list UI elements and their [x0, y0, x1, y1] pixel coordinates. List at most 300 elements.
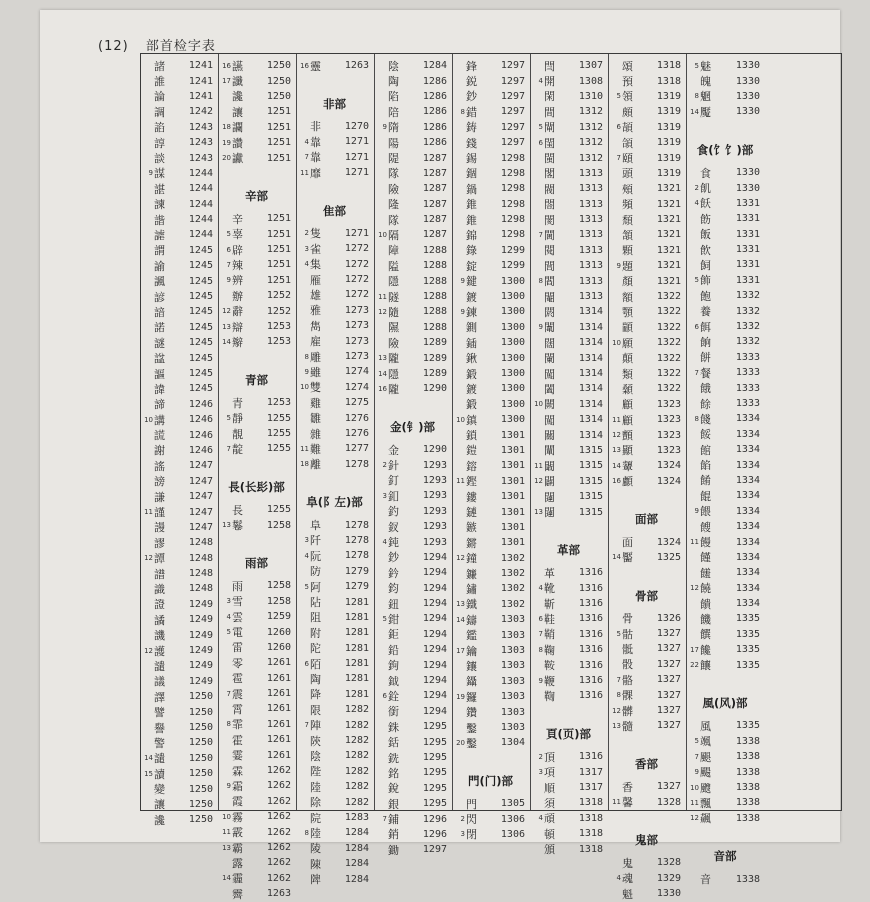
- entry-character-group: [222, 119, 243, 135]
- entry-character-group: [222, 226, 243, 242]
- entry-character-group: [534, 104, 555, 120]
- entry-character-group: [144, 720, 165, 736]
- entry-page-number: 1316: [578, 613, 603, 625]
- entry-page-number: 1321: [656, 275, 681, 287]
- entry-character: 變: [154, 783, 165, 797]
- entry-character: 鈕: [388, 597, 399, 611]
- entry-page-number: 1318: [578, 843, 603, 855]
- index-entry: [219, 778, 296, 793]
- stroke-count: 22: [690, 661, 699, 670]
- index-entry: [375, 197, 452, 212]
- entry-page-number: 1303: [500, 660, 525, 672]
- entry-character: 顱: [622, 475, 633, 489]
- entry-character: 闈: [544, 321, 555, 335]
- entry-character-group: [456, 596, 477, 612]
- stroke-count: 7: [304, 153, 309, 162]
- entry-character: 阜: [310, 519, 321, 533]
- entry-page-number: 1332: [735, 290, 760, 302]
- entry-page-number: 1310: [578, 90, 603, 102]
- entry-character-group: [378, 104, 399, 120]
- index-entry: [687, 165, 765, 180]
- entry-page-number: 1244: [188, 214, 213, 226]
- entry-character-group: [222, 211, 243, 227]
- entry-page-number: 1300: [500, 321, 525, 333]
- entry-character: 譯: [154, 690, 165, 704]
- index-entry: [687, 780, 765, 795]
- entry-page-number: 1313: [578, 291, 603, 303]
- entry-character: 鍍: [466, 382, 477, 396]
- entry-character-group: [456, 273, 477, 289]
- entry-character-group: [612, 703, 633, 719]
- entry-page-number: 1301: [500, 506, 525, 518]
- entry-character: 謳: [154, 367, 165, 381]
- index-entry: [687, 211, 765, 226]
- entry-character-group: [690, 73, 711, 89]
- entry-character: 講: [154, 413, 165, 427]
- entry-character: 闊: [544, 336, 555, 350]
- entry-character-group: [300, 165, 321, 181]
- entry-character-group: [690, 549, 711, 565]
- index-entry: [453, 581, 530, 596]
- entry-character-group: [378, 88, 399, 104]
- entry-character: 雕: [310, 350, 321, 364]
- entry-page-number: 1247: [188, 460, 213, 472]
- index-entry: [453, 258, 530, 273]
- entry-page-number: 1319: [656, 121, 681, 133]
- index-entry: [531, 565, 608, 580]
- entry-character: 陸: [310, 826, 321, 840]
- stroke-count: 9: [460, 277, 465, 286]
- entry-character-group: [534, 412, 555, 428]
- index-entry: [219, 747, 296, 762]
- entry-page-number: 1262: [266, 857, 291, 869]
- index-entry: [219, 624, 296, 639]
- index-entry: [141, 720, 218, 735]
- stroke-count: 10: [690, 783, 699, 792]
- stroke-count: 4: [226, 612, 231, 621]
- entry-character: 陵: [310, 842, 321, 856]
- entry-character-group: [690, 334, 711, 350]
- stroke-count: 10: [456, 415, 465, 424]
- index-entry: [531, 289, 608, 304]
- entry-character: 髁: [622, 689, 633, 703]
- entry-character-group: [144, 366, 165, 382]
- index-column: [141, 54, 219, 827]
- index-entry: [687, 104, 765, 119]
- index-entry: [219, 640, 296, 655]
- entry-character: 閡: [544, 213, 555, 227]
- index-entry: [531, 412, 608, 427]
- index-entry: [453, 350, 530, 365]
- entry-page-number: 1331: [735, 274, 760, 286]
- entry-character-group: [612, 58, 633, 74]
- entry-character: 髓: [622, 719, 633, 733]
- entry-character-group: [222, 150, 243, 166]
- entry-character-group: [144, 104, 165, 120]
- entry-character: 障: [388, 244, 399, 258]
- entry-character: 鈍: [388, 536, 399, 550]
- entry-page-number: 1281: [344, 658, 369, 670]
- index-entry: [219, 73, 296, 88]
- stroke-count: 2: [304, 229, 309, 238]
- entry-character-group: [534, 673, 555, 689]
- entry-page-number: 1242: [188, 106, 213, 118]
- index-entry: [531, 427, 608, 442]
- entry-character-group: [144, 335, 165, 351]
- entry-character: 閉: [466, 828, 477, 842]
- stroke-count: 12: [690, 584, 699, 593]
- entry-character: 闞: [544, 459, 555, 473]
- entry-character-group: [222, 257, 243, 273]
- entry-character: 鈔: [388, 551, 399, 565]
- entry-character-group: [534, 442, 555, 458]
- entry-character-group: [300, 318, 321, 334]
- stroke-count: 9: [382, 123, 387, 132]
- entry-character: 飫: [700, 197, 711, 211]
- entry-page-number: 1306: [500, 813, 525, 825]
- index-entry: [453, 627, 530, 642]
- index-entry: [219, 273, 296, 288]
- index-entry: [141, 812, 218, 827]
- entry-page-number: 1246: [188, 429, 213, 441]
- entry-character-group: [612, 119, 633, 135]
- index-entry: [687, 442, 765, 457]
- stroke-count: 18: [222, 123, 231, 132]
- entry-page-number: 1299: [500, 260, 525, 272]
- entry-page-number: 1260: [266, 626, 291, 638]
- index-entry: [531, 458, 608, 473]
- entry-character: 鈔: [466, 90, 477, 104]
- entry-character-group: [612, 534, 633, 550]
- entry-character-group: [378, 242, 399, 258]
- entry-page-number: 1248: [188, 568, 213, 580]
- entry-character: 雇: [310, 335, 321, 349]
- entry-page-number: 1322: [656, 383, 681, 395]
- stroke-count: 9: [694, 768, 699, 777]
- index-entry: [141, 366, 218, 381]
- entry-character: 譜: [154, 567, 165, 581]
- entry-page-number: 1245: [188, 368, 213, 379]
- entry-page-number: 1245: [188, 275, 213, 287]
- index-entry: [375, 227, 452, 242]
- index-entry: [375, 765, 452, 780]
- entry-page-number: 1313: [578, 244, 603, 256]
- entry-character: 隴: [388, 382, 399, 396]
- entry-character: 音: [700, 873, 711, 887]
- entry-page-number: 1319: [656, 90, 681, 102]
- stroke-count: 20: [456, 738, 465, 747]
- index-entry: [375, 504, 452, 519]
- stroke-count: 13: [612, 721, 621, 730]
- index-entry: [531, 443, 608, 458]
- index-entry: [375, 750, 452, 765]
- index-entry: [687, 350, 765, 365]
- entry-character-group: [534, 88, 555, 104]
- index-entry: [141, 304, 218, 319]
- entry-page-number: 1334: [735, 551, 760, 563]
- entry-character-group: [144, 550, 165, 566]
- entry-character: 針: [388, 459, 399, 473]
- entry-character: 飾: [700, 274, 711, 288]
- index-entry: [297, 610, 374, 625]
- entry-character: 雄: [310, 289, 321, 302]
- index-entry: [453, 474, 530, 489]
- stroke-count: 7: [226, 261, 231, 269]
- entry-character-group: [690, 795, 711, 811]
- entry-page-number: 1334: [735, 459, 760, 471]
- entry-page-number: 1316: [578, 644, 603, 656]
- radical-heading: 辛部: [245, 189, 268, 204]
- entry-page-number: 1282: [344, 781, 369, 793]
- stroke-count: 4: [538, 814, 543, 823]
- entry-character: 飢: [700, 182, 711, 196]
- entry-character: 額: [622, 290, 633, 304]
- entry-character-group: [534, 473, 555, 489]
- entry-page-number: 1278: [344, 458, 369, 470]
- entry-character: 陽: [388, 136, 399, 150]
- index-entry: [219, 104, 296, 119]
- entry-character: 鉞: [388, 674, 399, 688]
- entry-page-number: 1322: [656, 337, 681, 349]
- entry-character-group: [222, 135, 243, 151]
- entry-character: 骰: [622, 658, 633, 672]
- entry-character: 護: [154, 644, 165, 658]
- entry-page-number: 1249: [188, 675, 213, 687]
- entry-character-group: [534, 458, 555, 474]
- entry-character: 靡: [310, 166, 321, 180]
- stroke-count: 4: [304, 551, 309, 560]
- radical-heading: 雨部: [245, 556, 268, 571]
- stroke-count: 10: [534, 400, 543, 409]
- entry-page-number: 1293: [422, 521, 447, 533]
- radical-heading: 革部: [557, 543, 580, 558]
- entry-page-number: 1322: [656, 352, 681, 364]
- radical-heading: 金(钅)部: [389, 419, 435, 434]
- index-entry: [297, 165, 374, 180]
- entry-character: 讀: [154, 767, 165, 781]
- entry-character-group: [300, 256, 321, 272]
- entry-character: 饅: [700, 536, 711, 550]
- entry-page-number: 1318: [656, 60, 681, 72]
- entry-character: 願: [622, 336, 633, 350]
- index-entry: [375, 335, 452, 350]
- entry-character: 頰: [622, 182, 633, 196]
- entry-character: 餓: [700, 382, 711, 396]
- entry-character-group: [378, 350, 399, 366]
- entry-character: 銓: [388, 689, 399, 703]
- entry-page-number: 1286: [422, 90, 447, 102]
- index-entry: [609, 366, 686, 381]
- entry-character: 阡: [310, 534, 321, 548]
- entry-character: 顓: [622, 321, 633, 335]
- entry-character: 雹: [232, 672, 243, 686]
- stroke-count: 3: [538, 768, 543, 777]
- entry-character-group: [612, 319, 633, 335]
- entry-character: 頷: [622, 229, 633, 242]
- entry-character: 頂: [544, 750, 555, 764]
- entry-character: 靜: [232, 412, 243, 426]
- entry-character: 鏤: [466, 490, 477, 504]
- entry-page-number: 1326: [656, 612, 681, 624]
- stroke-count: 11: [456, 477, 465, 486]
- index-entry: [375, 442, 452, 457]
- entry-character-group: [300, 134, 321, 150]
- entry-character: 領: [622, 90, 633, 104]
- entry-character-group: [378, 73, 399, 89]
- entry-page-number: 1249: [188, 645, 213, 657]
- entry-page-number: 1281: [344, 642, 369, 654]
- index-entry: [531, 764, 608, 779]
- index-entry: [375, 350, 452, 365]
- entry-character: 鬼: [622, 856, 633, 870]
- entry-character: 閫: [544, 229, 555, 242]
- entry-character: 讚: [232, 136, 243, 150]
- index-entry: [141, 551, 218, 566]
- entry-character: 釘: [388, 474, 399, 488]
- entry-character: 靴: [544, 582, 555, 596]
- entry-character-group: [222, 824, 243, 840]
- stroke-count: 14: [612, 461, 621, 470]
- entry-page-number: 1313: [578, 260, 603, 272]
- spacer-row: [375, 397, 452, 412]
- entry-character-group: [456, 242, 477, 258]
- entry-character-group: [222, 624, 243, 640]
- index-entry: [609, 181, 686, 196]
- spacer-row: [531, 520, 608, 535]
- entry-character-group: [612, 427, 633, 443]
- entry-character-group: [456, 319, 477, 335]
- entry-character-group: [612, 549, 633, 565]
- entry-character-group: [456, 535, 477, 551]
- entry-character-group: [534, 73, 555, 89]
- index-column: [609, 54, 687, 901]
- entry-page-number: 1315: [578, 506, 603, 518]
- entry-page-number: 1281: [344, 688, 369, 700]
- entry-character: 謀: [154, 167, 165, 181]
- stroke-count: 12: [690, 814, 699, 823]
- entry-page-number: 1284: [422, 60, 447, 72]
- stroke-count: 16: [378, 384, 387, 393]
- index-entry: [609, 289, 686, 304]
- entry-character: 霸: [232, 841, 243, 855]
- entry-character: 謬: [154, 536, 165, 550]
- entry-character-group: [222, 639, 243, 655]
- entry-character: 鑿: [466, 721, 477, 735]
- entry-character-group: [612, 304, 633, 320]
- entry-character: 颶: [700, 750, 711, 764]
- entry-page-number: 1300: [500, 306, 525, 318]
- entry-character: 饋: [700, 597, 711, 611]
- entry-character: 附: [310, 626, 321, 640]
- index-entry: [687, 534, 765, 549]
- spacer-row: [687, 120, 765, 135]
- index-entry: [531, 243, 608, 258]
- entry-character: 讓: [154, 798, 165, 812]
- index-entry: [609, 641, 686, 656]
- index-entry: [531, 166, 608, 181]
- entry-page-number: 1334: [735, 521, 760, 533]
- stroke-count: 3: [304, 244, 309, 253]
- index-entry: [141, 535, 218, 550]
- entry-character-group: [300, 656, 321, 672]
- entry-page-number: 1313: [578, 229, 603, 241]
- index-entry: [531, 58, 608, 73]
- entry-page-number: 1319: [656, 167, 681, 179]
- index-entry: [453, 381, 530, 396]
- entry-character-group: [534, 780, 555, 796]
- index-entry: [687, 871, 765, 886]
- stroke-count: 9: [538, 676, 543, 685]
- index-entry: [219, 135, 296, 150]
- index-entry: [297, 779, 374, 794]
- entry-character: 隧: [388, 290, 399, 304]
- index-entry: [141, 89, 218, 104]
- entry-character: 鑼: [466, 690, 477, 704]
- entry-page-number: 1274: [344, 366, 369, 378]
- index-entry: [297, 364, 374, 379]
- entry-page-number: 1251: [266, 106, 291, 118]
- entry-page-number: 1243: [188, 152, 213, 164]
- entry-character: 鍤: [466, 336, 477, 350]
- index-entry: [375, 704, 452, 719]
- entry-page-number: 1315: [578, 475, 603, 487]
- index-entry: [375, 381, 452, 396]
- entry-page-number: 1321: [656, 198, 681, 210]
- entry-page-number: 1244: [188, 229, 213, 241]
- entry-page-number: 1338: [735, 812, 760, 824]
- stroke-count: 12: [612, 431, 621, 440]
- entry-character-group: [144, 289, 165, 305]
- index-entry: [297, 856, 374, 871]
- entry-page-number: 1318: [578, 797, 603, 809]
- entry-character-group: [300, 733, 321, 749]
- entry-character-group: [378, 119, 399, 135]
- entry-character: 魍: [700, 90, 711, 104]
- entry-character-group: [690, 165, 711, 181]
- entry-character-group: [144, 581, 165, 597]
- entry-character: 陶: [388, 75, 399, 89]
- index-entry: [531, 181, 608, 196]
- stroke-count: 13: [378, 354, 387, 363]
- entry-character: 難: [310, 442, 321, 456]
- entry-character-group: [690, 257, 711, 273]
- stroke-count: 5: [226, 628, 231, 637]
- entry-character: 饌: [700, 628, 711, 642]
- entry-character: 闖: [544, 367, 555, 381]
- stroke-count: 13: [612, 446, 621, 455]
- entry-character-group: [378, 826, 399, 842]
- index-entry: [687, 581, 765, 596]
- index-entry: [453, 181, 530, 196]
- index-entry: [141, 443, 218, 458]
- index-entry: [219, 441, 296, 456]
- entry-character: 飼: [700, 259, 711, 272]
- entry-page-number: 1289: [422, 368, 447, 379]
- index-entry: [297, 625, 374, 640]
- stroke-count: 14: [222, 337, 231, 346]
- index-entry: [531, 304, 608, 319]
- entry-page-number: 1251: [266, 137, 291, 149]
- entry-character: 辟: [232, 243, 243, 257]
- entry-page-number: 1298: [500, 152, 525, 164]
- entry-character: 謎: [154, 336, 165, 350]
- index-entry: [219, 794, 296, 809]
- entry-page-number: 1294: [422, 551, 447, 563]
- entry-page-number: 1300: [500, 291, 525, 303]
- entry-character-group: [690, 596, 711, 612]
- index-entry: [609, 89, 686, 104]
- entry-character-group: [144, 566, 165, 582]
